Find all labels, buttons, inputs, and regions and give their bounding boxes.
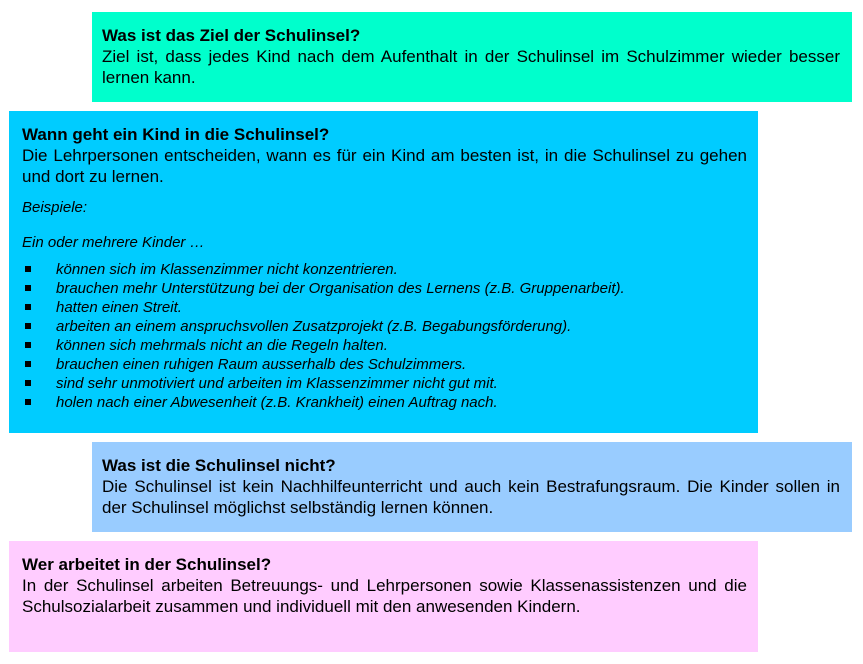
square-bullet-icon (25, 361, 31, 367)
examples-label: Beispiele: (22, 199, 88, 216)
square-bullet-icon (25, 342, 31, 348)
list-item-text: brauchen mehr Unterstützung bei der Organisation des Lernens (z.B. Gruppenarbeit). (56, 280, 625, 297)
list-item (22, 355, 747, 374)
section-not-text: Die Schulinsel ist kein Nachhilfeunterricht und auch kein Bestrafungsraum. Die Kinder sollen in der Schulinsel möglichst selbständig lernen können. (102, 477, 840, 517)
examples-list (22, 260, 747, 412)
section-when-text: Die Lehrpersonen entscheiden, wann es für ein Kind am besten ist, in die Schulinsel zu gehen und dort zu lernen. (22, 146, 747, 186)
list-item-text: brauchen einen ruhigen Raum ausserhalb des Schulzimmers. (56, 356, 467, 373)
section-who (9, 541, 758, 652)
section-who-text: In der Schulinsel arbeiten Betreuungs- und Lehrpersonen sowie Klassenassistenzen und die Schulsozialarbeit zusammen und individuell mit den anwesenden Kindern. (22, 576, 747, 616)
list-item-text: sind sehr unmotiviert und arbeiten im Klassenzimmer nicht gut mit. (56, 375, 498, 392)
section-not (92, 442, 852, 532)
section-not-heading: Was ist die Schulinsel nicht? (102, 456, 336, 475)
square-bullet-icon (25, 323, 31, 329)
section-goal-heading: Was ist das Ziel der Schulinsel? (102, 26, 361, 45)
list-item (22, 374, 747, 393)
square-bullet-icon (25, 304, 31, 310)
square-bullet-icon (25, 285, 31, 291)
square-bullet-icon (25, 266, 31, 272)
list-item (22, 298, 747, 317)
list-item-text: hatten einen Streit. (56, 299, 182, 316)
list-item-text: holen nach einer Abwesenheit (z.B. Krankheit) einen Auftrag nach. (56, 394, 498, 411)
section-goal-text: Ziel ist, dass jedes Kind nach dem Aufenthalt in der Schulinsel im Schulzimmer wieder besser lernen kann. (102, 47, 840, 87)
list-item-text: arbeiten an einem anspruchsvollen Zusatzprojekt (z.B. Begabungsförderung). (56, 318, 572, 335)
examples-intro: Ein oder mehrere Kinder … (22, 234, 205, 251)
list-item (22, 260, 747, 279)
list-item (22, 317, 747, 336)
square-bullet-icon (25, 380, 31, 386)
square-bullet-icon (25, 399, 31, 405)
section-goal (92, 12, 852, 102)
section-when (9, 111, 758, 433)
list-item-text: können sich im Klassenzimmer nicht konzentrieren. (56, 261, 398, 278)
list-item (22, 336, 747, 355)
section-when-heading: Wann geht ein Kind in die Schulinsel? (22, 125, 330, 144)
list-item (22, 393, 747, 412)
section-who-heading: Wer arbeitet in der Schulinsel? (22, 555, 272, 574)
list-item-text: können sich mehrmals nicht an die Regeln halten. (56, 337, 388, 354)
list-item (22, 279, 747, 298)
